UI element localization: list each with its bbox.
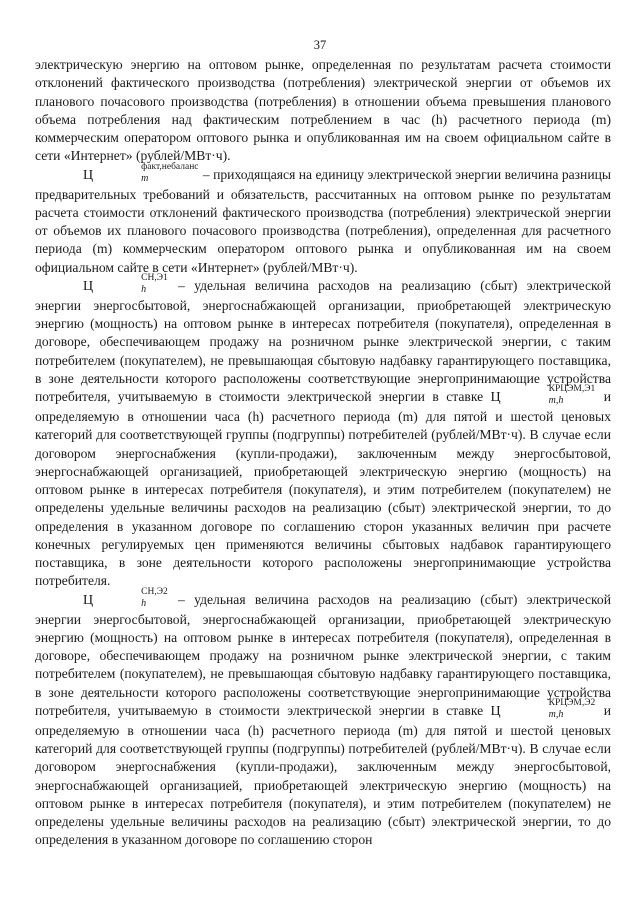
symbol-sn-e2: Ц СН,Э2 h bbox=[83, 586, 168, 609]
page-number: 37 bbox=[313, 38, 327, 52]
paragraph-text: и определяемую в отношении часа (h) расчетного периода (m) для пятой и шестой ценовых категорий для соответствующей группы (подгруппы) потребителей (рублей/МВт·ч). В случае если договором энергоснабжения (купли-продажи), заключенным между энергосбытовой, энергоснабжающей организацией, приобретающей электрическую энергию (мощность) на оптовом рынке в интересах потребителя (покупателя), и этим потребителем (покупателем) не определены удельные величины расходов на реализацию (сбыт) электрической энергии, то до определения в указанном договоре по соглашению сторон указанных величин при расчете конечных регулируемых цен применяются величины сбытовых надбавок гарантирующего поставщика, в зоне деятельности которого расположены энергопринимающие устройства потребителя. bbox=[35, 389, 611, 589]
paragraph-text: – удельная величина расходов на реализацию (сбыт) электрической энергии энергосбытовой, энергоснабжающей организации, приобретающей электрическую энергию (мощность) на оптовом рынке в интересах потребителя (покупателя), определенная в договоре, обеспечивающем продажу на розничном рынке электрической энергии, с таким потребителем (покупателем), не превышающая сбытовую надбавку гарантирующего поставщика, в зоне деятельности которого расположены соответствующие энергопринимающие устройства потребителя, учитываемую в стоимости электрической энергии в ставке bbox=[35, 277, 611, 405]
document-body bbox=[35, 56, 611, 850]
paragraph-text: и определяемую в отношении часа (h) расчетного периода (m) для пятой и шестой ценовых категорий для соответствующей группы (подгруппы) потребителей (рублей/МВт·ч). В случае если договором энергоснабжения (купли-продажи), заключенным между энергосбытовой, энергоснабжающей организацией, приобретающей электрическую энергию (мощность) на оптовом рынке в интересах потребителя (покупателя), и этим потребителем (покупателем) не определены удельные величины расходов на реализацию (сбыт) электрической энергии, то до определения в указанном договоре по соглашению сторон bbox=[35, 702, 611, 848]
symbol-krcem-e1: Ц КРЦЭМ,Э1 m,h bbox=[490, 384, 596, 406]
paragraph-fact-imbalance bbox=[35, 161, 612, 277]
paragraph-sn-e2 bbox=[35, 586, 611, 850]
paragraph-sn-e1 bbox=[35, 272, 611, 591]
paragraph-text: – приходящаяся на единицу электрической энергии величина разницы предварительных требований и обязательств, рассчитанных на оптовом рынке по результатам расчета стоимости отклонений фактического производства (потребления) электрической энергии от объемов их планового почасового производства (потребления), определенная для расчетного периода (m) коммерческим оператором оптового рынка и опубликованная им на своем официальном сайте в сети «Интернет» (рублей/МВт·ч). bbox=[35, 166, 612, 275]
symbol-fact-imbalance: Ц факт,небаланс m bbox=[83, 161, 199, 184]
paragraph-text: – удельная величина расходов на реализацию (сбыт) электрической энергии энергосбытовой, энергоснабжающей организации, приобретающей электрическую энергию (мощность) на оптовом рынке в интересах потребителя (покупателя), определенная в договоре, обеспечивающем продажу на розничном рынке электрической энергии, с таким потребителем (покупателем), не превышающая сбытовую надбавку гарантирующего поставщика, в зоне деятельности которого расположены соответствующие энергопринимающие устройства потребителя, учитываемую в стоимости электрической энергии в ставке bbox=[35, 591, 611, 718]
symbol-sn-e1: Ц СН,Э1 h bbox=[83, 272, 168, 295]
symbol-krcem-e2: Ц КРЦЭМ,Э2 m,h bbox=[490, 697, 596, 720]
paragraph-continuation: электрическую энергию на оптовом рынке, определенная по результатам расчета стоимости отклонений фактического производства (потребления) электрической энергии от объемов их планового почасового производства (потребления) в отношении объема превышения планового объема потребления над фактическим потреблением в час (h) расчетного периода (m) коммерческим оператором оптового рынка и опубликованная им на своем официальном сайте в сети «Интернет» (рублей/МВт·ч). bbox=[35, 57, 611, 164]
